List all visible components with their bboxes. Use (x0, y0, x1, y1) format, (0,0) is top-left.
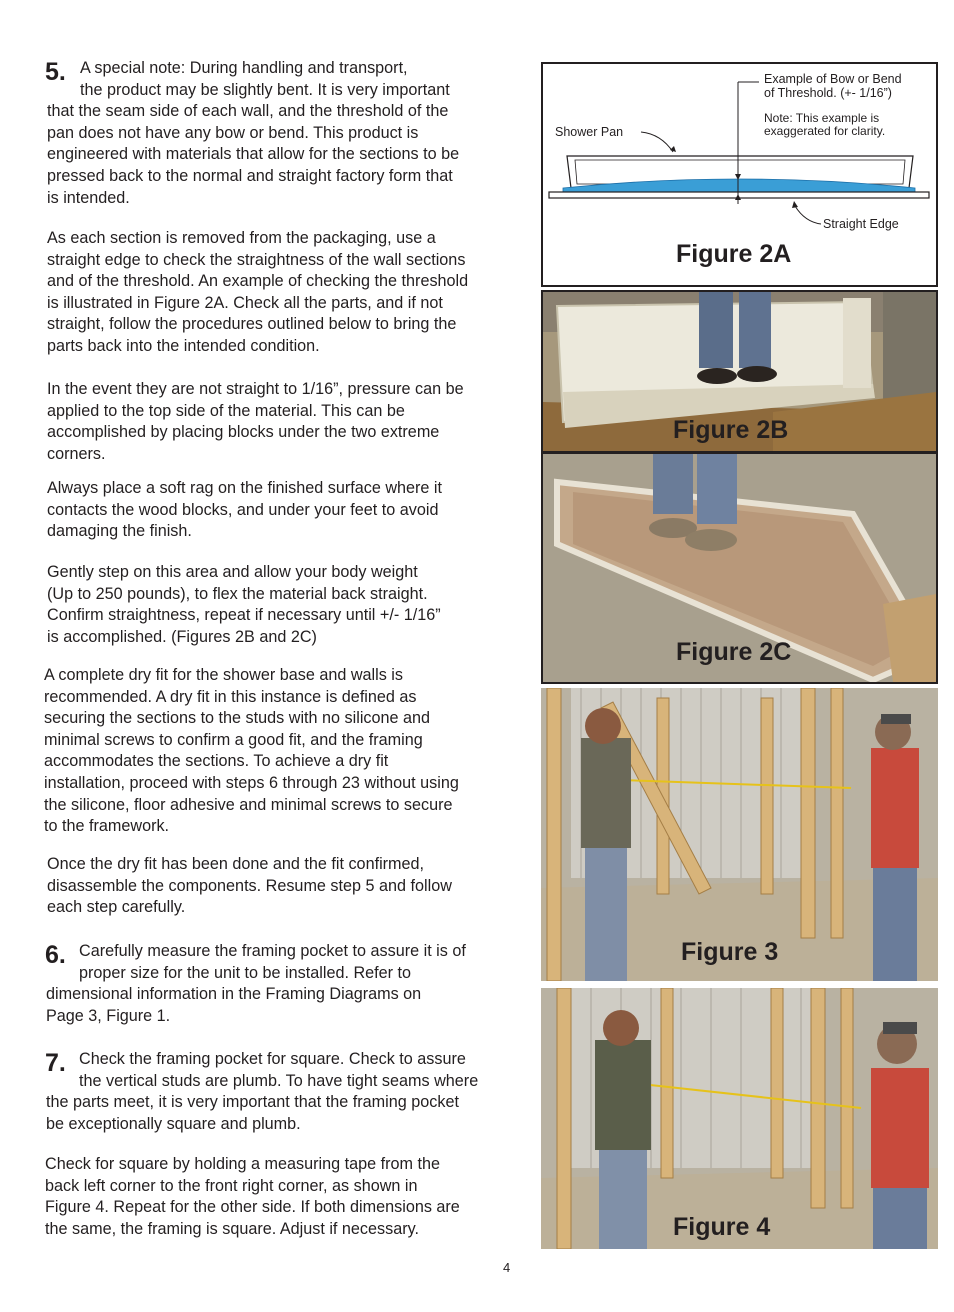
text-line: Gently step on this area and allow your body weight (47, 563, 418, 581)
step-6-number: 6. (45, 941, 66, 969)
step-5-paragraph-7 (47, 854, 452, 919)
text-line: Carefully measure the framing pocket to assure it is of (79, 942, 466, 960)
text-line: straight edge to check the straightness of the wall sections (47, 250, 466, 269)
text-line: dimensional information in the Framing Diagrams on (46, 985, 422, 1004)
figure-2b-label: Figure 2B (673, 416, 789, 444)
text-line: the product may be slightly bent. It is very important (80, 80, 450, 99)
text-line: accommodates the sections. To achieve a dry fit (44, 752, 389, 771)
text-line: Always place a soft rag on the finished surface where it (47, 479, 443, 497)
text-line: A complete dry fit for the shower base and walls is (44, 666, 403, 684)
text-line: the same, the framing is square. Adjust if necessary. (45, 1219, 419, 1238)
text-line: of Threshold. (+- 1/16”) (764, 86, 892, 100)
step-5-paragraph-4 (47, 478, 442, 543)
text-line: Note: This example is (764, 111, 880, 125)
figure-3-label: Figure 3 (681, 938, 779, 966)
text-line: the silicone, floor adhesive and minimal screws to secure (44, 795, 453, 814)
straight-edge-label: Straight Edge (823, 217, 899, 231)
figure-2b-photo (541, 290, 938, 453)
figure-2a-label: Figure 2A (676, 240, 792, 268)
text-line: A special note: During handling and transport, (80, 59, 408, 77)
text-line: back left corner to the front right corner, as shown in (45, 1176, 418, 1195)
bow-note (764, 72, 902, 100)
text-line: disassemble the components. Resume step 5 and follow (47, 876, 452, 895)
text-line: exaggerated for clarity. (764, 124, 886, 138)
exaggeration-note (764, 112, 885, 138)
text-line: Once the dry fit has been done and the fit confirmed, (47, 855, 425, 873)
text-line: engineered with materials that allow for the sections to be (47, 145, 460, 164)
text-line: is intended. (47, 188, 130, 207)
text-line: be exceptionally square and plumb. (46, 1114, 301, 1133)
step-5-paragraph-3 (47, 379, 464, 465)
figure-2c-label: Figure 2C (676, 638, 792, 666)
text-line: securing the sections to the studs with no silicone and (44, 709, 431, 728)
step-7-paragraph-1 (46, 1049, 478, 1135)
text-line: Example of Bow or Bend (764, 72, 902, 86)
page-number: 4 (503, 1260, 511, 1275)
step-7-number: 7. (45, 1049, 66, 1077)
text-line: the parts meet, it is very important that the framing pocket (46, 1093, 459, 1112)
figure-4-photo (541, 988, 938, 1249)
text-line: parts back into the intended condition. (47, 336, 320, 355)
figure-2c-photo (541, 452, 938, 684)
figure-2a-diagram (541, 62, 938, 287)
text-line: In the event they are not straight to 1/16”, pressure can be (47, 380, 464, 398)
text-line: to the framework. (44, 817, 170, 836)
step-5-paragraph-2 (47, 228, 468, 358)
text-line: corners. (47, 444, 106, 463)
text-line: is illustrated in Figure 2A. Check all the parts, and if not (47, 293, 443, 312)
text-line: Check for square by holding a measuring tape from the (45, 1155, 441, 1173)
text-line: is accomplished. (Figures 2B and 2C) (47, 627, 317, 646)
text-line: Page 3, Figure 1. (46, 1006, 171, 1025)
figure-3-photo (541, 688, 938, 981)
text-line: contacts the wood blocks, and under your feet to avoid (47, 500, 439, 519)
text-line: and of the threshold. An example of checking the threshold (47, 272, 469, 291)
text-line: accomplished by placing blocks under the two extreme (47, 423, 440, 442)
step-5-number: 5. (45, 58, 66, 86)
text-line: Confirm straightness, repeat if necessary until +/- 1/16” (47, 606, 441, 625)
text-line: the vertical studs are plumb. To have tight seams where (79, 1071, 479, 1090)
shower-pan-label: Shower Pan (555, 125, 624, 139)
diagonal-square-check-image (541, 988, 938, 1249)
text-line: proper size for the unit to be installed. Refer to (79, 963, 412, 982)
text-line: installation, proceed with steps 6 through 23 without using (44, 773, 459, 792)
text-line: damaging the finish. (47, 522, 192, 541)
text-line: (Up to 250 pounds), to flex the material back straight. (47, 584, 428, 603)
text-line: minimal screws to confirm a good fit, and the framing (44, 730, 423, 749)
text-line: each step carefully. (47, 898, 186, 917)
step-7-paragraph-2 (45, 1154, 460, 1240)
text-line: straight, follow the procedures outlined below to bring the (47, 315, 457, 334)
text-line: pressed back to the normal and straight factory form that (47, 166, 453, 185)
text-line: pan does not have any bow or bend. This product is (47, 123, 419, 142)
step-5-paragraph-1 (47, 58, 459, 209)
text-line: that the seam side of each wall, and the threshold of the (47, 102, 449, 121)
text-line: As each section is removed from the packaging, use a (47, 229, 436, 247)
step-5-paragraph-5 (47, 562, 441, 648)
text-line: Check the framing pocket for square. Check to assure (79, 1050, 466, 1068)
step-5-paragraph-6 (44, 665, 459, 838)
text-line: Figure 4. Repeat for the other side. If both dimensions are (45, 1198, 460, 1217)
text-line: recommended. A dry fit in this instance is defined as (44, 687, 417, 706)
text-line: applied to the top side of the material. This can be (47, 401, 405, 420)
figure-4-label: Figure 4 (673, 1213, 771, 1241)
step-6-paragraph (46, 941, 466, 1027)
